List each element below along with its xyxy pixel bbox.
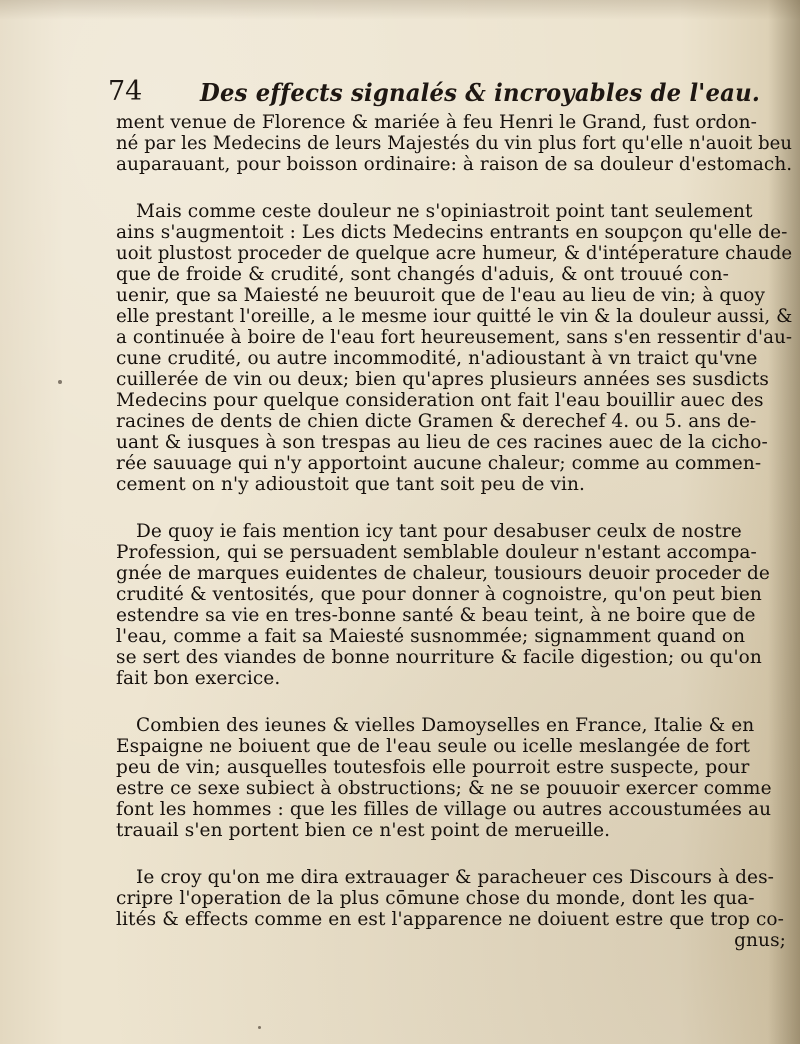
- text-line: a continuée à boire de l'eau fort heureusement, sans s'en ressentir d'au-: [116, 327, 793, 348]
- text-line: elle prestant l'oreille, a le mesme iour quitté le vin & la douleur aussi, &: [116, 306, 793, 327]
- running-title: Des effects signalés & incroyables de l'eau.: [200, 78, 760, 107]
- running-head: [108, 76, 760, 112]
- text-line: gnée de marques euidentes de chaleur, tousiours deuoir proceder de: [116, 563, 770, 584]
- paragraph-2: [116, 201, 792, 495]
- text-line: né par les Medecins de leurs Majestés du vin plus fort qu'elle n'auoit beu: [116, 133, 793, 154]
- text-line: auparauant, pour boisson ordinaire: à raison de sa douleur d'estomach.: [116, 154, 793, 175]
- text-line: De quoy ie fais mention icy tant pour desabuser ceulx de nostre: [136, 521, 742, 542]
- text-line: rée sauuage qui n'y apportoint aucune chaleur; comme au commen-: [116, 453, 762, 474]
- text-line-catchword: gnus;: [734, 930, 786, 951]
- paragraph-5: [116, 867, 792, 951]
- text-line: Espaigne ne boiuent que de l'eau seule ou icelle meslangée de fort: [116, 736, 751, 757]
- paper-speck: [258, 1026, 261, 1029]
- page-number: 74: [108, 76, 143, 107]
- text-line: se sert des viandes de bonne nourriture & facile digestion; ou qu'on: [116, 647, 762, 668]
- text-line: font les hommes : que les filles de village ou autres accoustumées au: [116, 799, 772, 820]
- text-line: ment venue de Florence & mariée à feu Henri le Grand, fust ordon-: [116, 112, 757, 133]
- text-line: estendre sa vie en tres-bonne santé & beau teint, à ne boire que de: [116, 605, 756, 626]
- text-line: uenir, que sa Maiesté ne beuuroit que de l'eau au lieu de vin; à quoy: [116, 285, 766, 306]
- text-line: que de froide & crudité, sont changés d'aduis, & ont trouué con-: [116, 264, 730, 285]
- text-line: crudité & ventosités, que pour donner à cognoistre, qu'on peut bien: [116, 584, 762, 605]
- text-line: peu de vin; ausquelles toutesfois elle pourroit estre suspecte, pour: [116, 757, 750, 778]
- text-line: Medecins pour quelque consideration ont fait l'eau bouillir auec des: [116, 390, 764, 411]
- text-line: trauail s'en portent bien ce n'est point de merueille.: [116, 820, 611, 841]
- text-line: racines de dents de chien dicte Gramen & derechef 4. ou 5. ans de-: [116, 411, 757, 432]
- text-line: Mais comme ceste douleur ne s'opiniastroit point tant seulement: [136, 201, 753, 222]
- page-shadow: [0, 0, 800, 20]
- text-line: cement on n'y adioustoit que tant soit peu de vin.: [116, 474, 585, 495]
- paragraph-3: [116, 521, 792, 689]
- paragraph-1: [116, 112, 792, 175]
- text-line: Profession, qui se persuadent semblable douleur n'estant accompa-: [116, 542, 757, 563]
- text-line: estre ce sexe subiect à obstructions; & ne se pouuoir exercer comme: [116, 778, 772, 799]
- text-line: fait bon exercice.: [116, 668, 281, 689]
- text-line: Ie croy qu'on me dira extrauager & paracheuer ces Discours à des-: [136, 867, 775, 888]
- text-line: lités & effects comme en est l'apparence ne doiuent estre que trop co-: [116, 909, 785, 930]
- text-line: cuillerée de vin ou deux; bien qu'apres plusieurs années ses susdicts: [116, 369, 769, 390]
- text-line: l'eau, comme a fait sa Maiesté susnommée; signamment quand on: [116, 626, 746, 647]
- text-line: uoit plustost proceder de quelque acre humeur, & d'intéperature chaude: [116, 243, 793, 264]
- body-text: [116, 112, 792, 951]
- paper-speck: [58, 380, 62, 384]
- paragraph-4: [116, 715, 792, 841]
- text-line: ains s'augmentoit : Les dicts Medecins entrants en soupçon qu'elle de-: [116, 222, 788, 243]
- text-line: uant & iusques à son trespas au lieu de ces racines auec de la cicho-: [116, 432, 768, 453]
- text-line: cune crudité, ou autre incommodité, n'adioustant à vn traict qu'vne: [116, 348, 758, 369]
- text-line: cripre l'operation de la plus cōmune chose du monde, dont les qua-: [116, 888, 755, 909]
- text-line: Combien des ieunes & vielles Damoyselles en France, Italie & en: [136, 715, 755, 736]
